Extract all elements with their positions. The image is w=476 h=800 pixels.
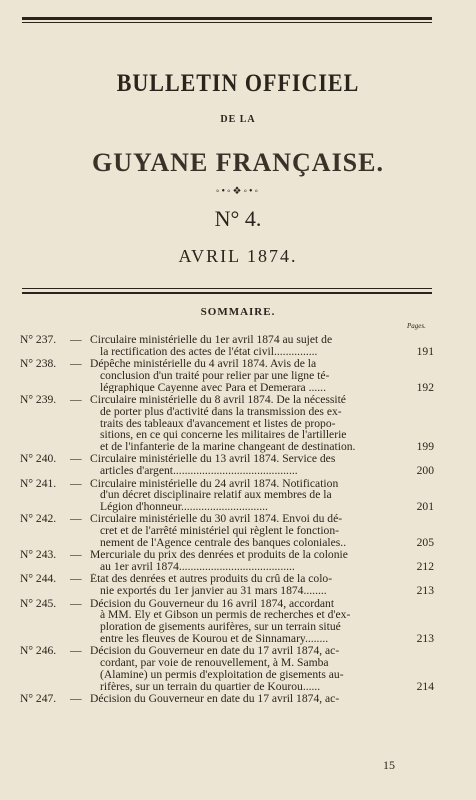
entry-page: 213 [416, 631, 434, 645]
entry-number: N° 242. [20, 512, 57, 526]
list-item [20, 645, 434, 692]
entry-line: et de l'infanterie de la marine changeant de destination. [100, 441, 356, 453]
entry-line: traits des tableaux d'avancement et listes de propo- [100, 417, 336, 430]
pages-column-label: Pages. [407, 322, 426, 330]
list-item [20, 693, 434, 705]
sommaire-heading: SOMMAIRE. [200, 306, 276, 318]
list-item [20, 598, 434, 645]
entry-line: au 1er avril 1874........................................ [100, 561, 295, 573]
issue-month: AVRIL 1874. [178, 246, 298, 266]
entry-line: conclusion d'un traité pour relier par une ligne té- [100, 369, 330, 382]
entry-dash: — [70, 644, 82, 658]
entry-line: Décision du Gouverneur en date du 17 avril 1874, ac- [90, 692, 340, 705]
entry-dash: — [70, 476, 82, 490]
entry-line: articles d'argent........................................... [100, 465, 298, 478]
entry-line: cordant, par voie de renouvellement, à M. Samba [100, 657, 329, 669]
entry-dash: — [70, 452, 82, 466]
entry-text [90, 453, 398, 477]
bulletin-of: DE LA [220, 114, 256, 125]
entry-dash: — [70, 392, 82, 406]
entry-page: 205 [416, 536, 434, 550]
entry-page: 192 [416, 380, 434, 394]
ornament: ◦•◦❖◦•◦ [215, 186, 261, 197]
entry-line: Circulaire ministérielle du 13 avril 1874. Service des [90, 453, 336, 466]
entry-dash: — [70, 512, 82, 526]
entry-line: nie exportés du 1er janvier au 31 mars 1874........ [100, 585, 327, 598]
entry-text [90, 693, 398, 705]
page-folio: 15 [383, 758, 395, 772]
entry-line: Dépêche ministérielle du 4 avril 1874. Avis de la [90, 358, 317, 370]
entry-line: Circulaire ministérielle du 30 avril 1874. Envoi du dé- [90, 513, 343, 526]
entry-dash: — [70, 596, 82, 610]
list-item [20, 453, 434, 477]
entry-line: Mercuriale du prix des denrées et produits de la colonie [90, 549, 348, 562]
top-rule-thin [22, 22, 432, 23]
entry-line: d'un décret disciplinaire relatif aux membres de la [100, 489, 332, 502]
section-rule-thick [22, 292, 432, 294]
entry-text [90, 358, 398, 393]
list-item [20, 513, 434, 548]
entry-text [90, 573, 398, 597]
entry-dash: — [70, 548, 82, 562]
entry-page: 214 [416, 679, 434, 693]
entry-page: 212 [416, 560, 434, 574]
entry-line: Circulaire ministérielle du 1er avril 1874 au sujet de [90, 334, 333, 346]
entry-line: entre les fleuves de Kourou et de Sinnamary........ [100, 632, 329, 645]
entry-text [90, 549, 398, 573]
entry-number: N° 243. [20, 548, 57, 562]
entry-line: de porter plus d'activité dans la transmission des ex- [100, 405, 342, 418]
entry-line: Décision du Gouverneur du 16 avril 1874, accordant [90, 597, 335, 610]
entry-line: la rectification des actes de l'état civil............... [100, 345, 318, 358]
section-rule [22, 288, 432, 289]
entry-number: N° 239. [20, 392, 57, 406]
entry-line: ploration de gisements aurifères, sur un terrain situé [100, 621, 341, 633]
entry-line: État des denrées et autres produits du crû de la colo- [90, 573, 333, 586]
entry-number: N° 237. [20, 333, 57, 346]
entry-text [90, 513, 398, 548]
entry-number: N° 244. [20, 572, 57, 586]
bulletin-title: BULLETIN OFFICIEL [116, 68, 360, 97]
entry-page: 191 [416, 344, 434, 358]
list-item [20, 334, 434, 358]
entry-number: N° 247. [20, 691, 57, 705]
entry-dash: — [70, 357, 82, 371]
entry-line: (Alamine) un permis d'exploitation de gisements au- [100, 668, 344, 681]
entry-page: 199 [416, 440, 434, 454]
entry-text [90, 334, 398, 358]
entry-line: légraphique Cayenne avec Para et Demerara ...... [100, 381, 326, 394]
entry-number: N° 245. [20, 596, 57, 610]
entry-text [90, 598, 398, 645]
issue-number: N° 4. [214, 206, 262, 231]
entry-dash: — [70, 333, 82, 346]
list-item [20, 394, 434, 453]
entry-text [90, 645, 398, 692]
entry-number: N° 241. [20, 476, 57, 490]
entry-text [90, 478, 398, 513]
entry-line: sitions, en ce qui concerne les militaires de l'artillerie [100, 429, 347, 442]
entry-line: Circulaire ministérielle du 24 avril 1874. Notification [90, 477, 339, 490]
colony-name: GUYANE FRANÇAISE. [92, 148, 384, 177]
entry-number: N° 240. [20, 452, 57, 466]
entry-line: Décision du Gouverneur en date du 17 avril 1874, ac- [90, 645, 340, 658]
list-item [20, 478, 434, 513]
entry-text [90, 394, 398, 453]
list-item [20, 549, 434, 573]
entry-page: 213 [416, 584, 434, 598]
entry-page: 201 [416, 500, 434, 514]
entry-number: N° 238. [20, 357, 57, 371]
entry-line: Légion d'honneur.............................. [100, 501, 268, 513]
entry-line: nement de l'Agence centrale des banques coloniales.. [100, 537, 347, 549]
entry-dash: — [70, 572, 82, 586]
top-rule [22, 17, 432, 20]
entry-number: N° 246. [20, 644, 57, 658]
list-item [20, 358, 434, 393]
entry-line: Circulaire ministérielle du 8 avril 1874. De la nécessité [90, 393, 346, 406]
entry-line: rifères, sur un terrain du quartier de Kourou...... [100, 680, 321, 693]
entry-line: à MM. Ely et Gibson un permis de recherches et d'ex- [100, 609, 351, 622]
entry-page: 200 [416, 464, 434, 478]
entry-dash: — [70, 691, 82, 705]
sommaire-list [20, 334, 434, 705]
list-item [20, 573, 434, 597]
entry-line: cret et de l'arrêté ministériel qui règlent le fonction- [100, 525, 340, 538]
